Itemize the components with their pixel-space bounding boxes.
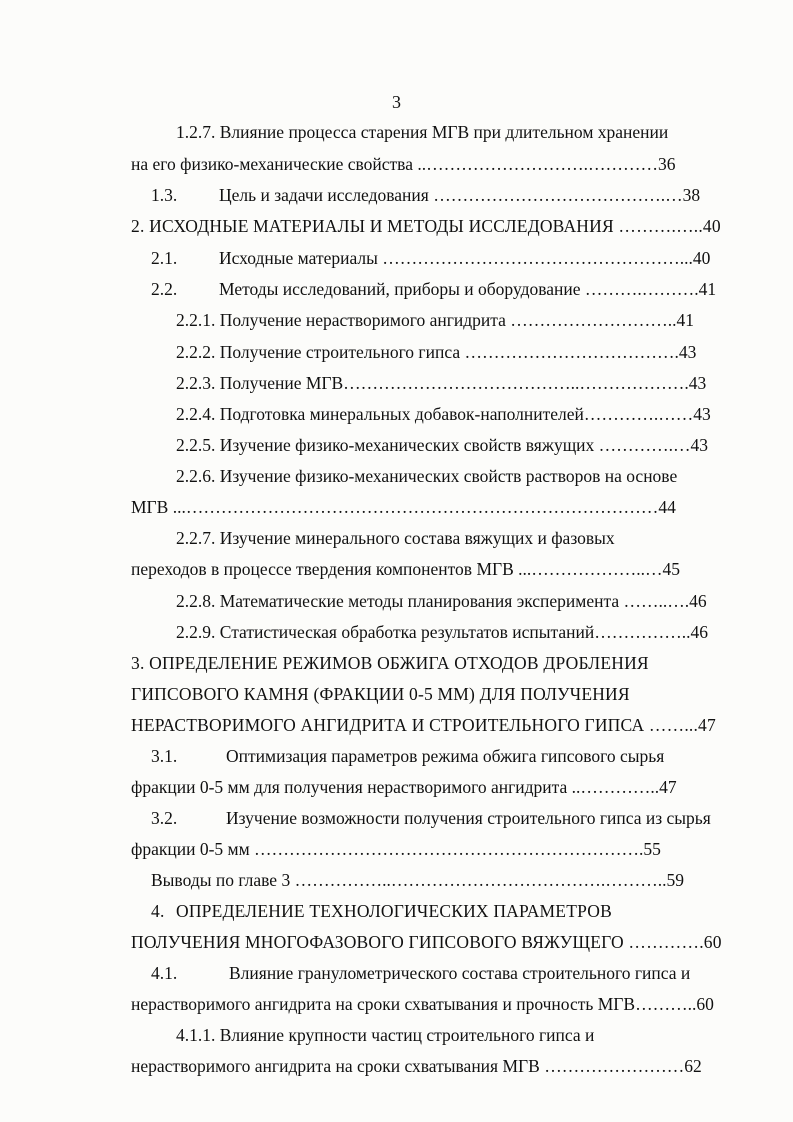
toc-entry-number: 2.2. — [151, 279, 178, 299]
toc-line: фракции 0-5 мм ………………………………………………………….55 — [131, 839, 661, 859]
toc-line: 2.2.1. Получение нерастворимого ангидрита ………………………..41 — [176, 310, 695, 330]
toc-line: МГВ ...………………………………………………………………………44 — [131, 497, 676, 517]
page-number: 3 — [392, 92, 401, 112]
toc-entry-number: 3.1. — [151, 746, 178, 766]
toc-entry-title: Влияние гранулометрического состава строительного гипса и — [229, 963, 691, 983]
toc-line: фракции 0-5 мм для получения нерастворимого ангидрита ..…………..47 — [131, 777, 677, 797]
toc-entry — [151, 807, 711, 829]
toc-line: нерастворимого ангидрита на сроки схватывания и прочность МГВ………..60 — [131, 994, 714, 1014]
toc-line: 2.2.7. Изучение минерального состава вяжущих и фазовых — [176, 528, 615, 548]
toc-entry-title: ОПРЕДЕЛЕНИЕ ТЕХНОЛОГИЧЕСКИХ ПАРАМЕТРОВ — [176, 901, 612, 921]
toc-entry-title: Оптимизация параметров режима обжига гипсового сырья — [226, 746, 665, 766]
toc-line: Выводы по главе 3 ……………..……………………………….………..59 — [151, 870, 684, 890]
toc-entry — [151, 962, 690, 984]
toc-entry-number: 1.3. — [151, 185, 178, 205]
toc-chapter: НЕРАСТВОРИМОГО АНГИДРИТА И СТРОИТЕЛЬНОГО ГИПСА ……...47 — [131, 715, 716, 735]
toc-line: 2.2.5. Изучение физико-механических свойств вяжущих ………….…43 — [176, 435, 709, 455]
toc-entry — [151, 184, 700, 206]
toc-line: 2.2.2. Получение строительного гипса ……………………………….43 — [176, 342, 697, 362]
toc-line: 2.2.8. Математические методы планирования эксперимента ……..….46 — [176, 591, 707, 611]
toc-entry-title: Методы исследований, приборы и оборудование ……….……….41 — [219, 279, 717, 299]
toc-entry-number: 4. — [151, 901, 165, 921]
toc-chapter: 2. ИСХОДНЫЕ МАТЕРИАЛЫ И МЕТОДЫ ИССЛЕДОВАНИЯ ……….…..40 — [131, 216, 721, 236]
toc-line: 1.2.7. Влияние процесса старения МГВ при длительном хранении — [176, 122, 669, 142]
toc-line: 2.2.9. Статистическая обработка результатов испытаний……………..46 — [176, 622, 708, 642]
toc-entry-number: 2.1. — [151, 248, 178, 268]
toc-entry-number: 4.1. — [151, 963, 178, 983]
toc-line: 2.2.6. Изучение физико-механических свойств растворов на основе — [176, 466, 678, 486]
toc-line: переходов в процессе твердения компонентов МГВ ...………………..…45 — [131, 559, 681, 579]
toc-entry — [151, 278, 716, 300]
toc-chapter — [151, 900, 612, 922]
toc-line: на его физико-механические свойства ..……………………….…………36 — [131, 154, 676, 174]
toc-entry — [151, 247, 710, 269]
toc-chapter: 3. ОПРЕДЕЛЕНИЕ РЕЖИМОВ ОБЖИГА ОТХОДОВ ДРОБЛЕНИЯ — [131, 653, 649, 673]
toc-line: нерастворимого ангидрита на сроки схватывания МГВ ……………………62 — [131, 1056, 702, 1076]
toc-entry — [151, 745, 664, 767]
toc-entry-title: Исходные материалы ……………………………………………...40 — [219, 248, 711, 268]
toc-entry-number: 3.2. — [151, 808, 178, 828]
toc-line: 4.1.1. Влияние крупности частиц строительного гипса и — [176, 1025, 595, 1045]
toc-line: 2.2.4. Подготовка минеральных добавок-наполнителей………….……43 — [176, 404, 711, 424]
toc-chapter: ГИПСОВОГО КАМНЯ (ФРАКЦИИ 0-5 ММ) ДЛЯ ПОЛУЧЕНИЯ — [131, 684, 630, 704]
toc-entry-title: Изучение возможности получения строительного гипса из сырья — [226, 808, 711, 828]
toc-line: 2.2.3. Получение МГВ…………………………………..……………….43 — [176, 373, 707, 393]
toc-entry-title: Цель и задачи исследования ………………………………….…38 — [219, 185, 701, 205]
toc-chapter: ПОЛУЧЕНИЯ МНОГОФАЗОВОГО ГИПСОВОГО ВЯЖУЩЕГО ………….60 — [131, 932, 722, 952]
